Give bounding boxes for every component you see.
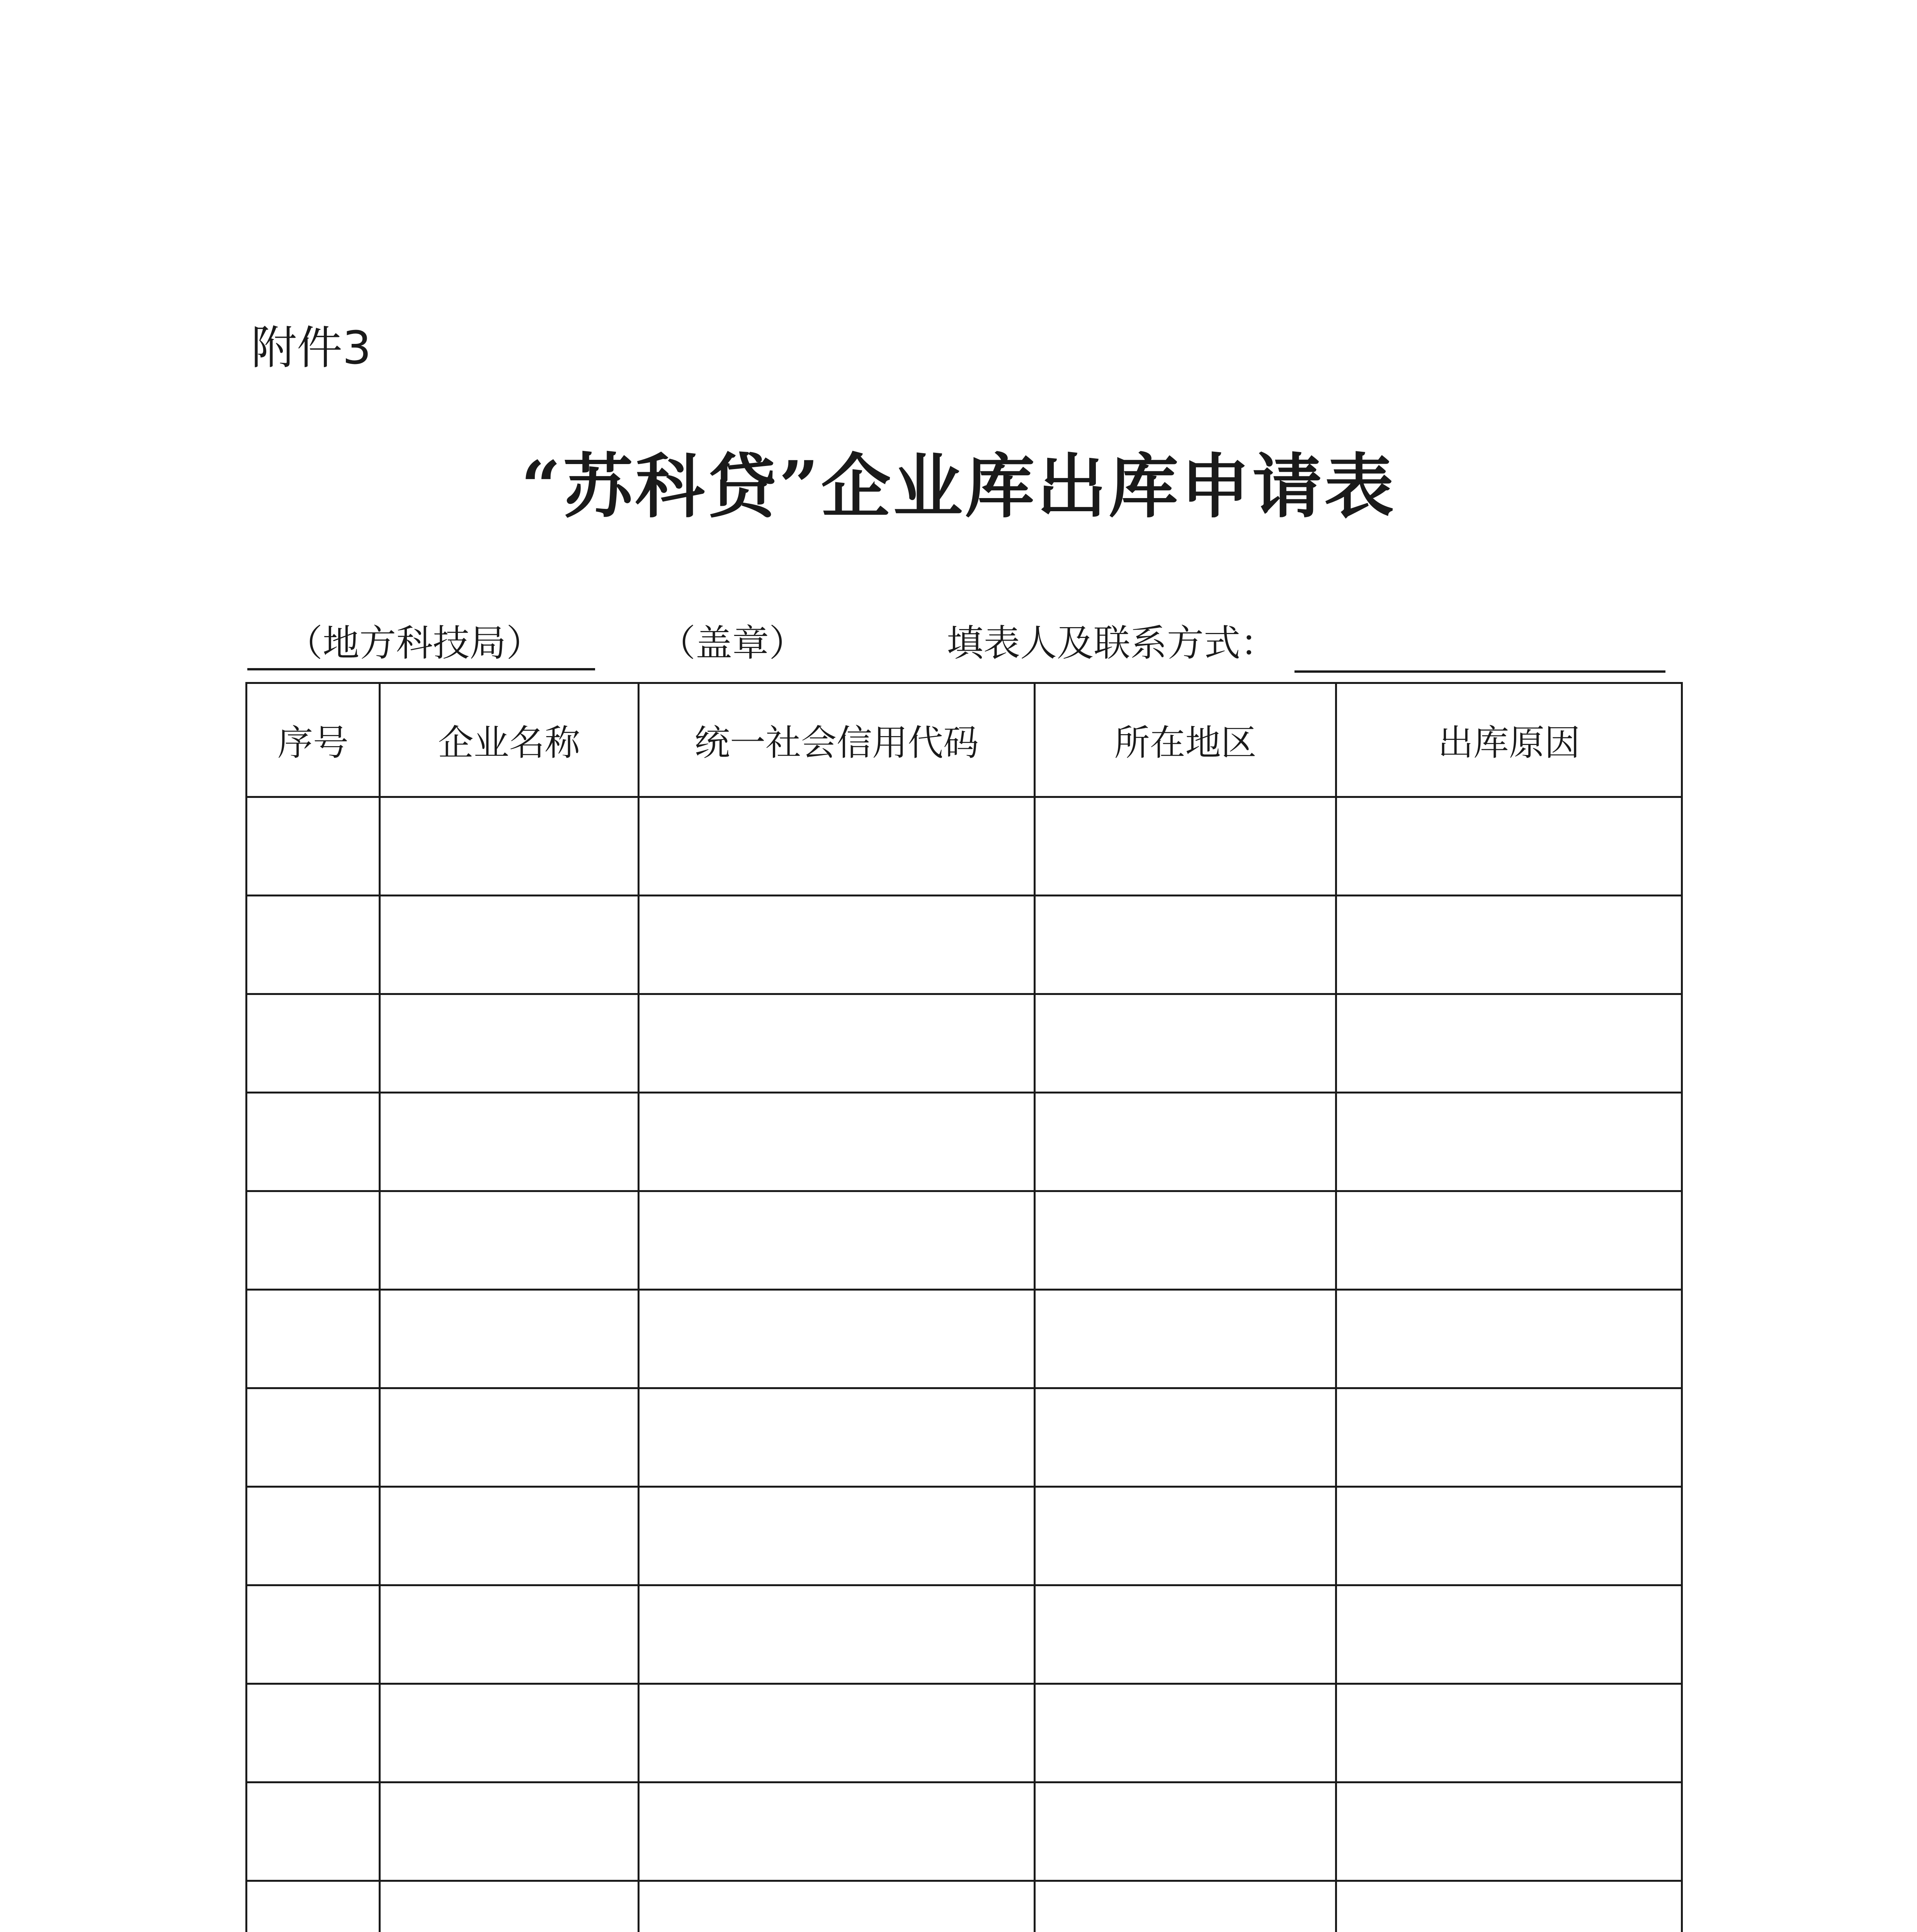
cell-credit-code[interactable] [639,797,1035,896]
form-meta-row [247,620,1677,674]
cell-credit-code[interactable] [639,994,1035,1093]
cell-region[interactable] [1035,1684,1336,1782]
table-row [247,1093,1682,1191]
cell-credit-code[interactable] [639,1782,1035,1881]
cell-exit-reason[interactable] [1336,1290,1682,1388]
table-row [247,896,1682,994]
cell-serial-number[interactable] [247,1881,380,1932]
table-row [247,1585,1682,1684]
cell-region[interactable] [1035,1487,1336,1585]
cell-serial-number[interactable] [247,1290,380,1388]
cell-serial-number[interactable] [247,896,380,994]
cell-company-name[interactable] [380,1782,639,1881]
header-credit-code: 统一社会信用代码 [639,683,1035,797]
filler-contact-field[interactable] [1294,620,1665,673]
cell-company-name[interactable] [380,1487,639,1585]
cell-exit-reason[interactable] [1336,994,1682,1093]
header-serial-number: 序号 [247,683,380,797]
cell-company-name[interactable] [380,1881,639,1932]
cell-serial-number[interactable] [247,1585,380,1684]
table-row [247,1388,1682,1487]
cell-exit-reason[interactable] [1336,1093,1682,1191]
cell-region[interactable] [1035,1585,1336,1684]
cell-credit-code[interactable] [639,1684,1035,1782]
table-row [247,1487,1682,1585]
attachment-label: 附件3 [251,321,372,374]
cell-exit-reason[interactable] [1336,797,1682,896]
cell-region[interactable] [1035,994,1336,1093]
cell-serial-number[interactable] [247,797,380,896]
table-row [247,1290,1682,1388]
cell-exit-reason[interactable] [1336,1881,1682,1932]
cell-region[interactable] [1035,896,1336,994]
cell-company-name[interactable] [380,1388,639,1487]
cell-region[interactable] [1035,797,1336,896]
cell-credit-code[interactable] [639,1191,1035,1290]
cell-credit-code[interactable] [639,1585,1035,1684]
cell-company-name[interactable] [380,896,639,994]
cell-serial-number[interactable] [247,1191,380,1290]
cell-company-name[interactable] [380,797,639,896]
cell-credit-code[interactable] [639,1388,1035,1487]
cell-company-name[interactable] [380,1093,639,1191]
table-header [247,683,1682,797]
table-row [247,1684,1682,1782]
exit-application-table [245,682,1683,1932]
filler-contact-label: 填表人及联系方式： [947,622,1277,665]
cell-serial-number[interactable] [247,1388,380,1487]
table-body [247,797,1682,1932]
cell-region[interactable] [1035,1782,1336,1881]
cell-exit-reason[interactable] [1336,1388,1682,1487]
cell-serial-number[interactable] [247,1684,380,1782]
table-row [247,1782,1682,1881]
cell-exit-reason[interactable] [1336,896,1682,994]
seal-label: （盖章） [659,622,806,665]
cell-company-name[interactable] [380,1191,639,1290]
cell-serial-number[interactable] [247,994,380,1093]
header-company-name: 企业名称 [380,683,639,797]
cell-serial-number[interactable] [247,1487,380,1585]
document-title: “苏科贷”企业库出库申请表 [520,446,1397,527]
cell-region[interactable] [1035,1388,1336,1487]
cell-company-name[interactable] [380,1585,639,1684]
cell-serial-number[interactable] [247,1093,380,1191]
cell-exit-reason[interactable] [1336,1684,1682,1782]
bureau-field[interactable]: （地方科技局） [247,620,595,670]
table-row [247,994,1682,1093]
header-exit-reason: 出库原因 [1336,683,1682,797]
cell-credit-code[interactable] [639,1290,1035,1388]
cell-region[interactable] [1035,1093,1336,1191]
cell-region[interactable] [1035,1191,1336,1290]
cell-exit-reason[interactable] [1336,1487,1682,1585]
table-row [247,1881,1682,1932]
cell-exit-reason[interactable] [1336,1782,1682,1881]
cell-company-name[interactable] [380,1290,639,1388]
cell-region[interactable] [1035,1881,1336,1932]
cell-company-name[interactable] [380,994,639,1093]
cell-credit-code[interactable] [639,1093,1035,1191]
table-header-row [247,683,1682,797]
table-row [247,1191,1682,1290]
header-region: 所在地区 [1035,683,1336,797]
cell-region[interactable] [1035,1290,1336,1388]
cell-credit-code[interactable] [639,896,1035,994]
cell-credit-code[interactable] [639,1881,1035,1932]
cell-exit-reason[interactable] [1336,1585,1682,1684]
cell-credit-code[interactable] [639,1487,1035,1585]
table-row [247,797,1682,896]
cell-company-name[interactable] [380,1684,639,1782]
cell-exit-reason[interactable] [1336,1191,1682,1290]
cell-serial-number[interactable] [247,1782,380,1881]
